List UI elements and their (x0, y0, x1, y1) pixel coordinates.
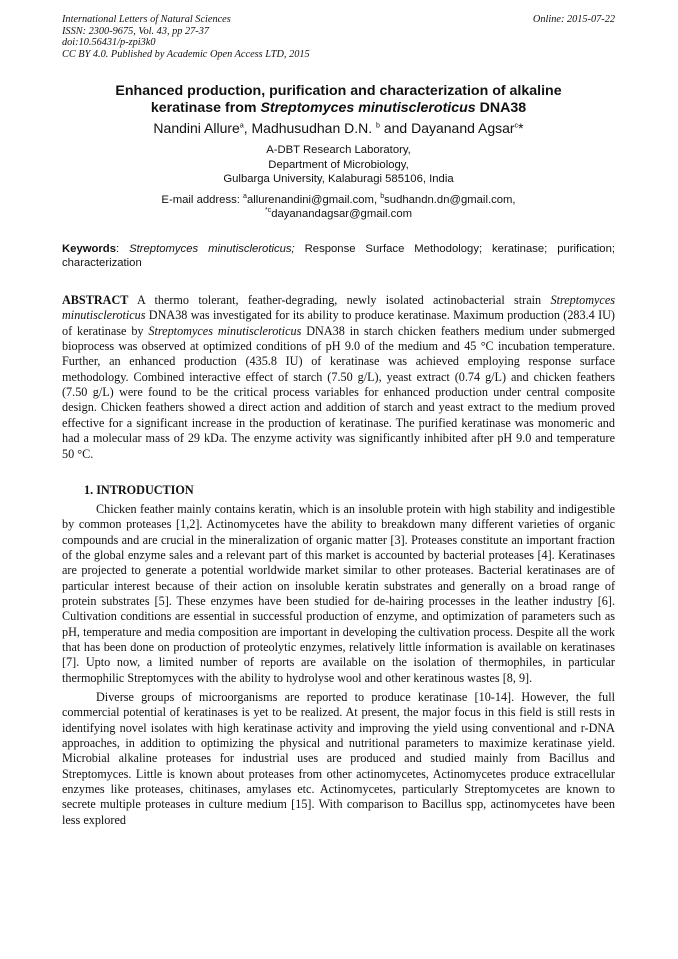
keywords-colon: : (116, 242, 130, 255)
license-line: CC BY 4.0. Published by Academic Open Access LTD, 2015 (62, 48, 310, 60)
email-3-affil: *c (264, 207, 272, 215)
email-3[interactable]: dayanandagsar@gmail.com (271, 208, 413, 221)
affiliation-lab: A-DBT Research Laboratory, (266, 144, 411, 157)
title-text: keratinase from (150, 99, 261, 116)
title-strain: DNA38 (475, 99, 527, 116)
keywords-list: Response Surface Methodology; keratinase; purification; characterization (62, 242, 615, 270)
author-separator: , (243, 120, 252, 137)
title-species: Streptomyces minutiscleroticus (260, 99, 476, 116)
email-block (62, 193, 615, 222)
corresponding-mark: * (518, 120, 524, 137)
email-line-2 (62, 207, 615, 222)
journal-header (62, 14, 615, 60)
author-2-affil: b (376, 122, 380, 130)
abstract-species-2: Streptomyces minutiscleroticus (148, 323, 302, 338)
abstract-label: ABSTRACT (62, 293, 129, 308)
affiliation (62, 143, 615, 187)
abstract-species-1: Streptomyces minutiscleroticus (62, 293, 615, 323)
email-2[interactable]: sudhandn.dn@gmail.com, (384, 193, 516, 206)
title-line-1: Enhanced production, purification and characterization of alkaline (115, 83, 562, 100)
affiliation-department: Department of Microbiology, (268, 158, 409, 171)
keywords (62, 242, 615, 271)
author-1-affil: a (239, 122, 244, 130)
abstract (62, 293, 615, 462)
email-1[interactable]: allurenandini@gmail.com, (246, 193, 381, 206)
introduction-paragraph-2: Diverse groups of microorganisms are reported to produce keratinase [10-14]. However, the full commercial potential of keratinases is yet to be realized. At present, the major focus in this field is still rests in identifying novel isolates with high keratinase activity and improving the yield using conventional and r-DNA approaches, in addition to optimizing the physical and nutritional parameters to maximize keratinase yield. Microbial alkaline proteases for industrial uses are produced and studied mainly from Bacillus and Streptomyces. Little is known about proteases from other actinomycetes, Actinomycetes produce extracellular enzymes like proteases, chitinases, amylases etc. Actinomycetes, particularly Streptomycetes are known to secrete multiple proteases in culture medium [15]. With comparison to Bacillus spp, actinomycetes have been less explored (62, 689, 615, 827)
paper-title (62, 83, 615, 116)
email-label: E-mail address: (161, 193, 244, 206)
journal-name: International Letters of Natural Sciences (62, 14, 231, 25)
affiliation-university: Gulbarga University, Kalaburagi 585106, India (223, 173, 454, 186)
online-date: Online: 2015-07-22 (532, 14, 615, 25)
issn-line: ISSN: 2300-9675, Vol. 43, pp 27-37 (62, 25, 210, 37)
abstract-text-1: A thermo tolerant, feather-degrading, newly isolated actinobacterial strain (128, 293, 551, 308)
abstract-text-2: DNA38 was investigated for its ability to produce keratinase. Maximum production (283.4 IU) of keratinase by (62, 308, 615, 338)
email-line-1 (62, 193, 615, 208)
keywords-species: Streptomyces minutiscleroticus; (129, 242, 295, 255)
introduction-paragraph-1: Chicken feather mainly contains keratin, which is an insoluble protein with high stability and indigestible by common proteases [1,2]. Actinomycetes have the ability to breakdown many different varieties of organic compounds and are crucial in the mineralization of organic matter [3]. Proteases constitute an important fraction of the global enzyme sales and a relevant part of this market is accounted by bacterial proteases [4]. Keratinases are projected to generate a potential worldwide market similar to other proteases. Bacterial keratinases are of particular interest because of their action on insoluble keratin substrates and generally on a broad range of protein substrates [5]. These enzymes have been studied for de-hairing processes in the leather industry [6]. Cultivation conditions are essential in successful production of enzyme, and optimization of parameters such as pH, temperature and media composition are important in developing the cultivation process. Despite all the work that has been done on production of proteolytic enzymes, relatively little information is available on keratinases [7]. Upto now, a limited number of reports are available on the isolation of thermophiles, in particular thermophilic Streptomyces with the ability to hydrolyse wool and other keratinous wastes [8, 9]. (62, 501, 615, 685)
author-3-affil: c (514, 122, 519, 130)
author-2: Madhusudhan D.N. (251, 120, 373, 137)
title-line-2 (62, 100, 615, 117)
author-separator: and (379, 120, 412, 137)
keywords-label: Keywords (62, 242, 116, 255)
paper-page (62, 14, 615, 828)
section-heading-introduction: 1. INTRODUCTION (84, 482, 194, 497)
abstract-text-3: DNA38 in starch chicken feathers medium under submerged bioprocess was observed at optimized conditions of pH 9.0 of the medium and 45 °C incubation temperature. Further, an enhanced production (435.8 IU) of keratinase was achieved employing response surface methodology. Combined interactive effect of starch (7.50 g/L), yeast extract (0.74 g/L) and chicken feathers (7.50 g/L) were found to be the critical process variables for enhanced production under central composite design. Chicken feathers showed a direct action and addition of starch and yeast extract to the medium proved effective for a significant increase in the production of keratinase. The purified keratinase was monomeric and had a molecular mass of 29 kDa. The enzyme activity was significantly inhibited after pH 9.0 and temperature 50 °C. (62, 323, 615, 461)
author-1: Nandini Allure (153, 120, 240, 137)
author-list (62, 119, 615, 138)
email-2-affil: b (380, 193, 385, 201)
author-3: Dayanand Agsar (411, 120, 515, 137)
doi-line: doi:10.56431/p-zpi3k0 (62, 37, 156, 49)
email-1-affil: a (243, 193, 247, 201)
